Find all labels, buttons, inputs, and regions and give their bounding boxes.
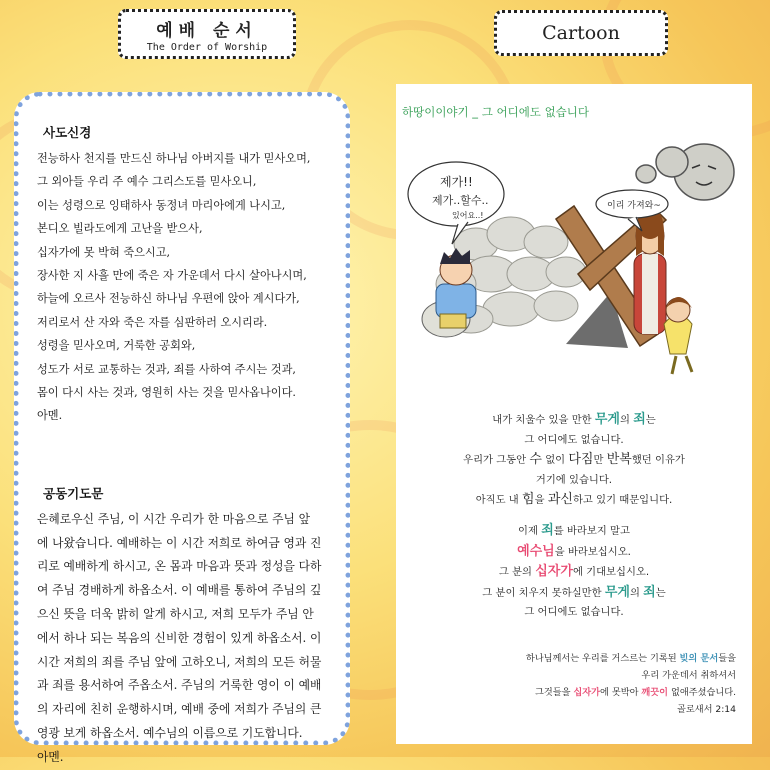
cartoon-panel	[396, 84, 752, 744]
bubble-left-line1: 제가!!	[440, 175, 473, 189]
creed-title: 사도신경	[43, 125, 92, 140]
highlight-word: 무게	[594, 412, 620, 427]
verse-line	[526, 650, 736, 667]
emphasis-word: 다짐	[568, 452, 594, 468]
highlight-word: 죄	[643, 584, 656, 600]
bubble-left-line3: 있어요..!	[452, 211, 484, 220]
message-line: 거기에 있습니다.	[535, 473, 613, 486]
prayer-line: 여 주님 경배하게 하옵소서. 이 예배를 통하여 주님의 깊	[37, 583, 322, 598]
creed-line: 아멘.	[37, 409, 63, 423]
text-span: 그 분의	[498, 566, 536, 579]
text-span: 하고 있기 때문입니다.	[572, 494, 673, 507]
creed-line: 몸이 다시 사는 것과, 영원히 사는 것을 믿사옵나이다.	[37, 386, 296, 400]
highlight-word: 깨끗이	[641, 687, 669, 698]
message-line: 그 어디에도 없습니다.	[524, 606, 624, 619]
text-span: 없이	[541, 454, 569, 467]
text-span: 그 분이 치우지 못하실만한	[482, 586, 605, 599]
verse-reference: 골로새서 2:14	[676, 704, 736, 715]
message-line	[396, 583, 752, 604]
prayer-line: 리로 예배하게 하시고, 온 몸과 마음과 뜻과 정성을 다하	[37, 559, 322, 574]
highlight-word: 예수님	[517, 543, 555, 559]
message-line	[396, 410, 752, 431]
text-span: 들을	[718, 653, 736, 664]
text-span: 의	[629, 586, 644, 599]
creed-line: 그 외아들 우리 주 예수 그리스도를 믿사오니,	[37, 175, 257, 189]
text-span: 를 바라보지 말고	[553, 524, 630, 537]
worship-order-header	[118, 9, 296, 59]
emphasis-word: 수	[529, 452, 542, 468]
message-line	[396, 542, 752, 563]
creed-line: 본디오 빌라도에게 고난을 받으사,	[37, 222, 203, 236]
creed-line: 전능하사 천지를 만드신 하나님 아버지를 내가 믿사오며,	[37, 152, 311, 165]
prayer-line: 에 나왔습니다. 예배하는 이 시간 저희로 하여금 영과 진	[37, 535, 322, 550]
text-span: 의	[620, 414, 634, 426]
emphasis-word: 힘	[522, 492, 535, 508]
text-span: 을	[534, 494, 548, 507]
message-line	[396, 490, 752, 511]
prayer-line: 아멘.	[37, 749, 64, 764]
cartoon-header-title: Cartoon	[542, 22, 620, 44]
prayer-title: 공동기도문	[43, 485, 104, 501]
creed-line: 성도가 서로 교통하는 것과, 죄를 사하여 주시는 것과,	[37, 362, 296, 376]
creed-line: 이는 성령으로 잉태하사 동정녀 마리아에게 나시고,	[37, 198, 286, 212]
text-span: 에 못박아	[600, 687, 642, 698]
girl-character	[664, 297, 692, 374]
creed-line: 성령을 믿사오며, 거룩한 공회와,	[37, 339, 196, 353]
bubble-left-line2: 제가..할수..	[432, 194, 489, 207]
message-line: 그 어디에도 없습니다.	[524, 433, 624, 446]
text-span: 에 기대보십시오.	[572, 566, 650, 579]
emphasis-word: 반복	[606, 452, 632, 468]
worship-order-title: 예배 순서	[156, 21, 258, 41]
text-span: 만	[593, 454, 607, 467]
message-line	[396, 450, 752, 471]
emphasis-word: 과신	[547, 492, 573, 508]
creed-line: 하늘에 오르사 전능하신 하나님 우편에 앉아 계시다가,	[37, 292, 300, 306]
highlight-word: 십자가	[535, 564, 573, 580]
prayer-line: 은혜로우신 주님, 이 시간 우리가 한 마음으로 주님 앞	[37, 511, 311, 526]
verse-line: 우리 가운데서 취하셔서	[641, 670, 736, 681]
text-span: 는	[645, 414, 656, 426]
prayer-line: 에서 하나 되는 복음의 신비한 경험이 있게 하옵소서. 이	[37, 630, 322, 645]
text-span: 이제	[518, 524, 542, 537]
prayer-line: 영광 보게 하옵소서. 예수님의 이름으로 기도합니다.	[37, 726, 303, 741]
text-span: 을 바라보십시오.	[554, 545, 631, 558]
creed-line: 십자가에 못 박혀 죽으시고,	[37, 245, 171, 259]
boy-character	[422, 248, 476, 337]
text-span: 는	[655, 586, 666, 599]
highlight-word: 죄	[541, 522, 554, 538]
prayer-body	[37, 508, 331, 770]
verse-line	[526, 684, 736, 701]
creed-body	[37, 147, 331, 428]
text-span: 내가 치울수 있을 만한	[492, 414, 595, 426]
text-span: 했던 이유가	[631, 454, 685, 467]
highlight-word: 죄	[633, 412, 646, 427]
text-span: 없애주셨습니다.	[668, 687, 736, 698]
prayer-line: 의 자리에 친히 운행하시며, 예배 중에 저희가 주님의 큰	[37, 702, 322, 717]
highlight-word: 십자가	[573, 687, 601, 698]
message-line	[396, 521, 752, 542]
prayer-line: 과 죄를 용서하여 주옵소서. 주님의 거룩한 영이 이 예배	[37, 678, 322, 693]
text-span: 아직도 내	[475, 494, 523, 507]
prayer-line: 으신 뜻을 더욱 밝히 알게 하시고, 저희 모두가 주님 안	[37, 607, 314, 622]
bible-verse	[526, 650, 736, 718]
highlight-word: 빚의 문서	[679, 653, 719, 664]
text-span: 하나님께서는 우리를 거스르는 기록된	[525, 653, 680, 664]
creed-line: 장사한 지 사흘 만에 죽은 자 가운데서 다시 살아나시며,	[37, 269, 307, 283]
cartoon-message	[396, 410, 752, 623]
creed-line: 저리로서 산 자와 죽은 자를 심판하러 오시리라.	[37, 315, 268, 329]
worship-order-subtitle: The Order of Worship	[146, 42, 268, 53]
message-line	[396, 562, 752, 583]
cartoon-illustration	[396, 124, 752, 384]
highlight-word: 무게	[604, 584, 630, 600]
prayer-line: 시간 저희의 죄를 주님 앞에 고하오니, 저희의 모든 허물	[37, 654, 322, 669]
text-span: 그것들을	[534, 687, 574, 698]
worship-text-panel	[14, 92, 350, 764]
text-span: 우리가 그동안	[463, 454, 530, 467]
cartoon-title: 하땅이이야기 _ 그 어디에도 없습니다	[402, 105, 590, 119]
cartoon-header	[494, 10, 668, 56]
bubble-right-text: 이리 가져와~	[607, 201, 661, 211]
